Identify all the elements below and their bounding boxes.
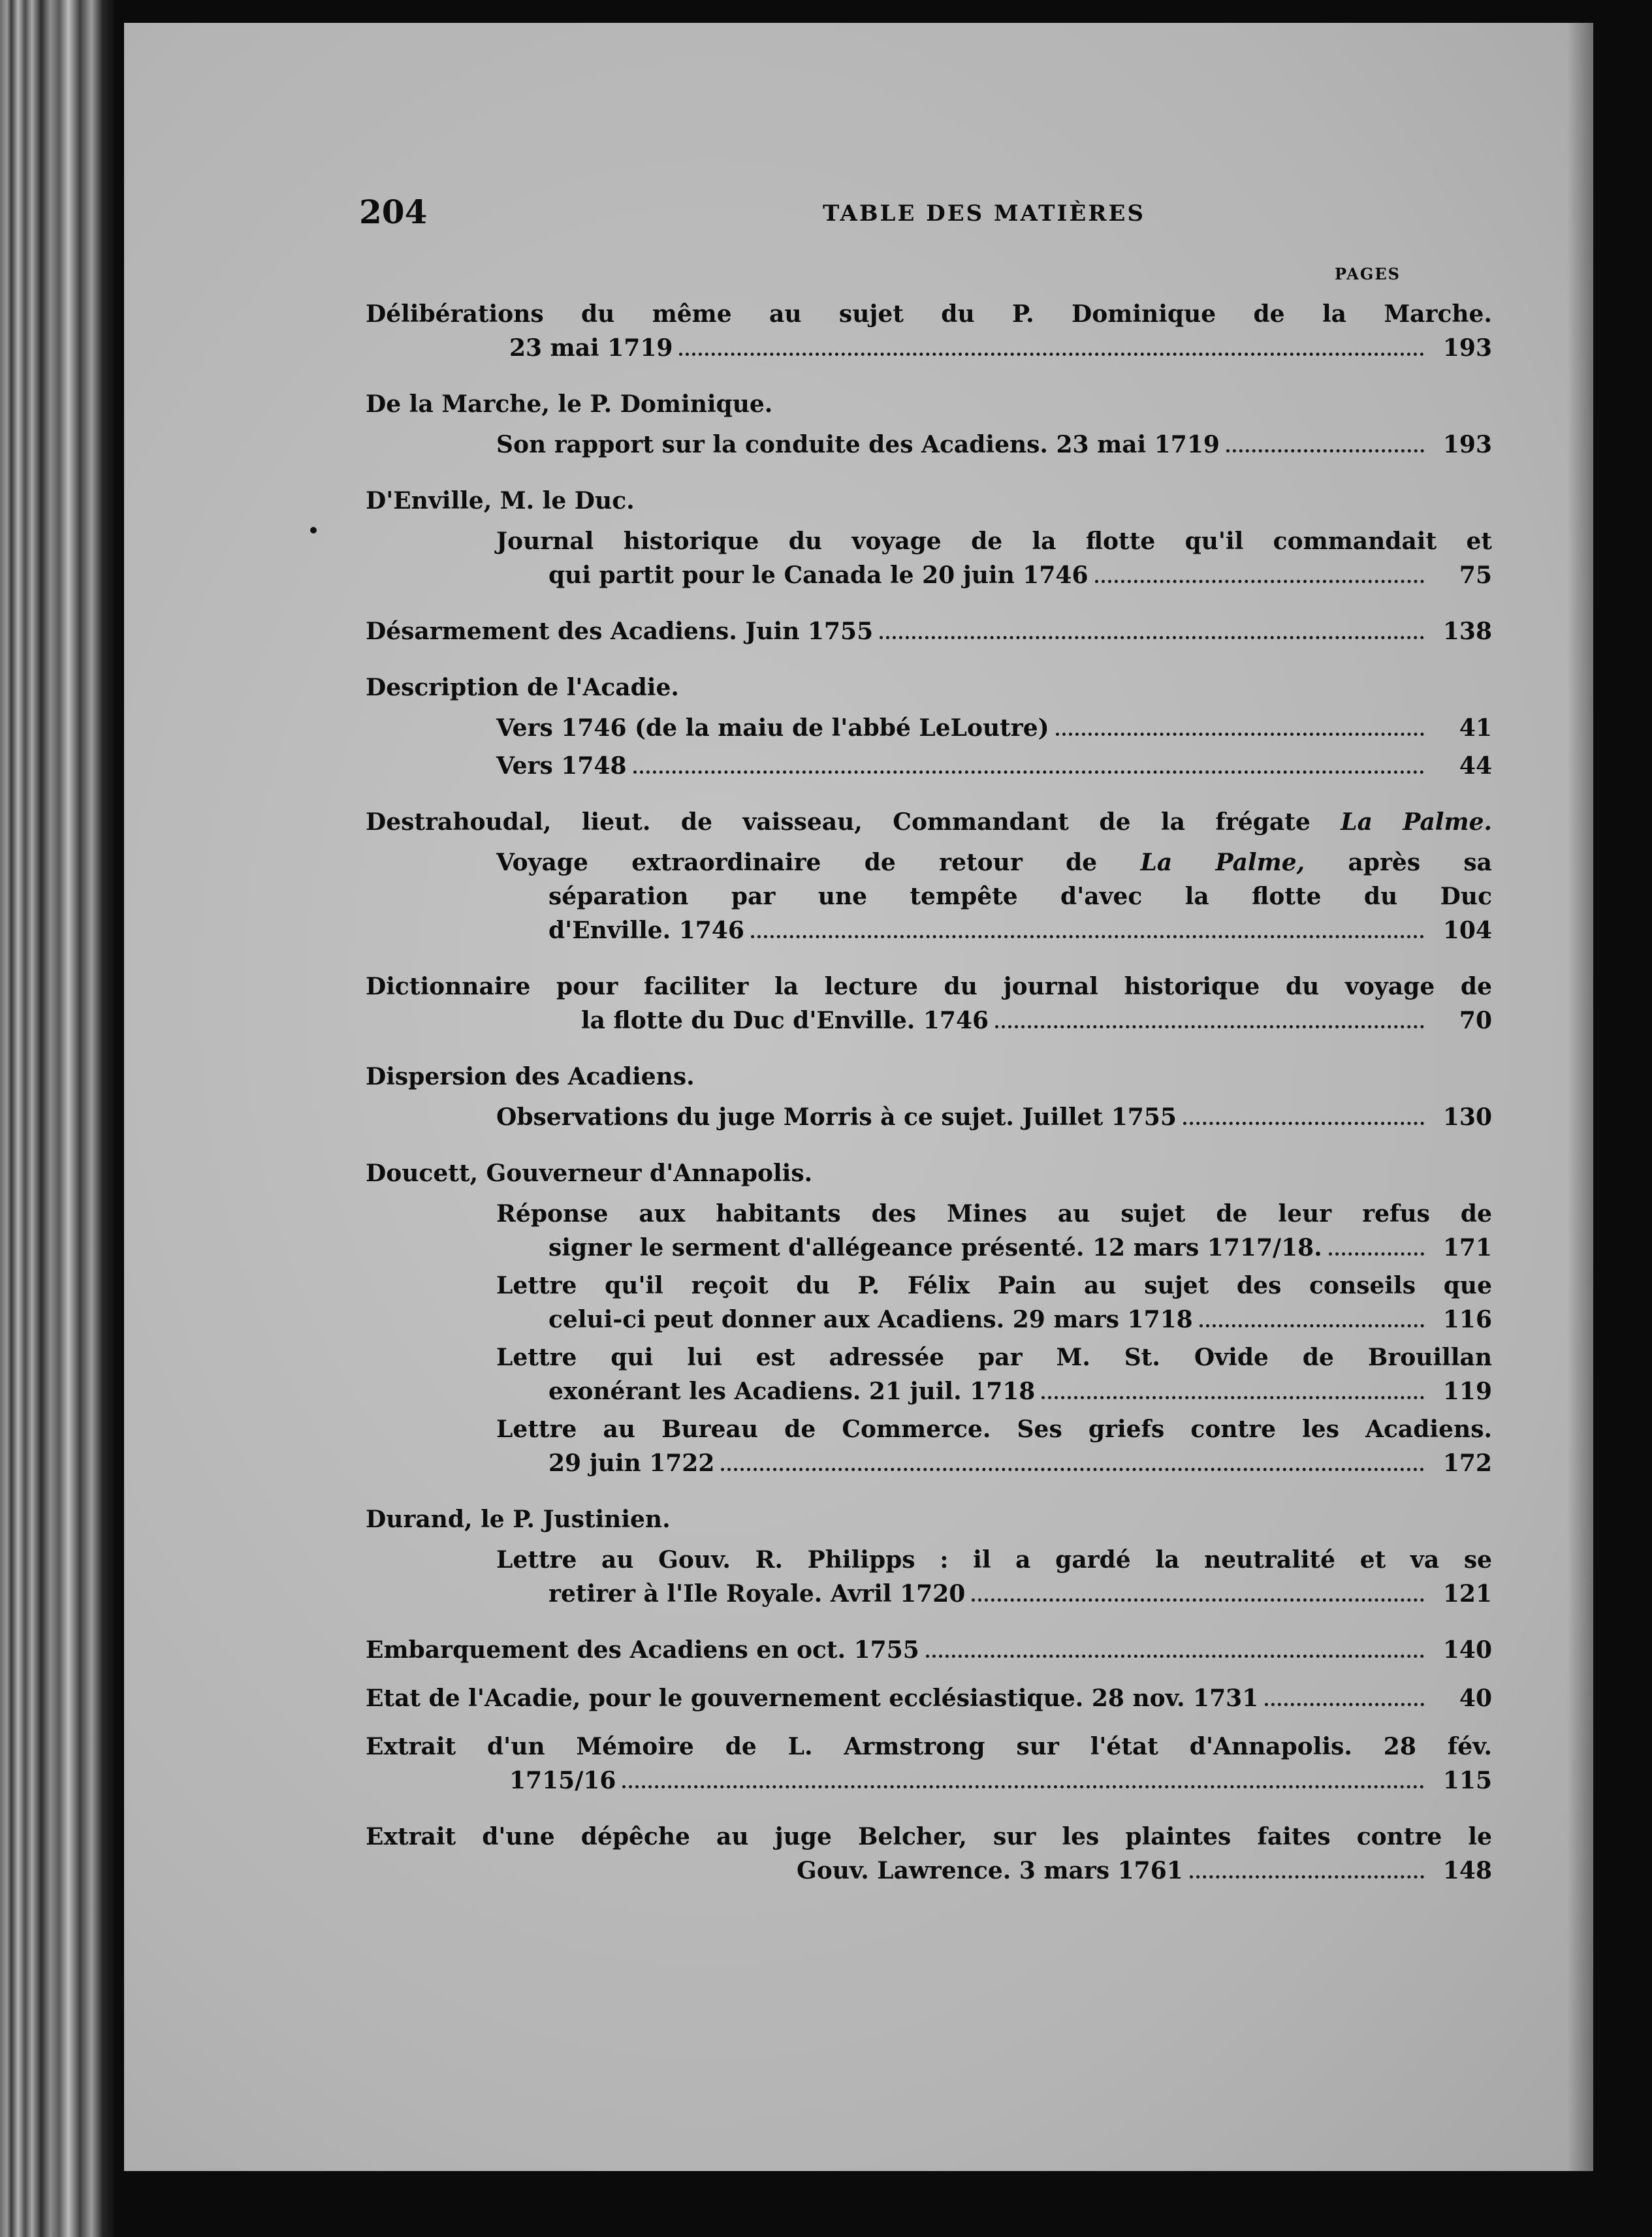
heading-text: Dispersion des Acadiens. xyxy=(366,1063,695,1090)
dot-leader xyxy=(1199,1324,1424,1327)
page-ref: 104 xyxy=(1442,917,1492,944)
toc-entry-destrahoudal xyxy=(366,805,1492,947)
dot-leader xyxy=(1056,733,1424,736)
entry-line-text: 23 mai 1719 xyxy=(509,334,673,362)
table-of-contents xyxy=(366,297,1492,1910)
entry-line-text: 1715/16 xyxy=(509,1767,616,1794)
sub-entry-line xyxy=(496,1374,1492,1408)
entry-leader-line xyxy=(366,614,1492,648)
page-edge-shadow xyxy=(1567,23,1593,2171)
toc-entry-dictionnaire xyxy=(366,970,1492,1038)
heading-text: De la Marche, le P. Dominique. xyxy=(366,390,773,418)
page-ref: 119 xyxy=(1442,1378,1492,1405)
toc-entry-extrait-memoire xyxy=(366,1730,1492,1798)
toc-entry-extrait-depeche xyxy=(366,1820,1492,1888)
page-ref: 40 xyxy=(1459,1685,1492,1712)
sub-entry-line xyxy=(496,913,1492,947)
sub-entry-line xyxy=(496,1303,1492,1337)
book-binding-edge xyxy=(0,0,114,2237)
entry-leader-line xyxy=(366,1854,1492,1888)
dot-leader xyxy=(622,1785,1424,1788)
entry-leader-line xyxy=(366,1633,1492,1667)
entry-line-text: Gouv. Lawrence. 3 mars 1761 xyxy=(797,1857,1183,1884)
entry-heading xyxy=(366,805,1492,839)
heading-text: D'Enville, M. le Duc. xyxy=(366,487,635,515)
entry-text: Extrait d'un Mémoire de L. Armstrong sur l'état d'Annapolis. 28 fév. xyxy=(366,1733,1492,1760)
heading-italic-text: La Palme. xyxy=(1341,808,1493,836)
sub-entry-text: Lettre au Gouv. R. Philipps : il a gardé la neutralité et va se xyxy=(496,1546,1492,1574)
sub-entries xyxy=(366,1197,1492,1480)
page-header xyxy=(359,193,1534,245)
page-ref: 171 xyxy=(1442,1234,1492,1261)
sub-entry-line xyxy=(496,428,1492,462)
page-number: 204 xyxy=(359,193,428,231)
sub-entries xyxy=(366,711,1492,783)
entry-line-text: celui-ci peut donner aux Acadiens. 29 mars 1718 xyxy=(548,1306,1193,1333)
toc-entry-embarquement xyxy=(366,1633,1492,1667)
entry-line-text: Désarmement des Acadiens. Juin 1755 xyxy=(366,618,874,645)
page-ref: 70 xyxy=(1459,1007,1492,1034)
page-ref: 121 xyxy=(1442,1580,1492,1608)
entry-heading xyxy=(366,484,1492,518)
sub-entry-text-2: séparation par une tempête d'avec la flotte du Duc xyxy=(548,883,1492,910)
dot-leader xyxy=(679,353,1424,356)
page-ref: 172 xyxy=(1442,1450,1492,1477)
dot-leader xyxy=(1095,580,1425,583)
dot-leader xyxy=(1265,1703,1424,1706)
sub-entries xyxy=(366,1100,1492,1134)
heading-text: Durand, le P. Justinien. xyxy=(366,1506,671,1533)
entry-leader-line xyxy=(366,1764,1492,1798)
sub-entry-text: Lettre qui lui est adressée par M. St. Ovide de Brouillan xyxy=(496,1344,1492,1371)
page-ref: 41 xyxy=(1459,714,1492,742)
entry-line-text: signer le serment d'allégeance présenté. 12 mars 1717/18. xyxy=(548,1234,1322,1261)
pages-column-label: PAGES xyxy=(1334,264,1401,283)
page-ref: 75 xyxy=(1459,562,1492,589)
sub-entry-line xyxy=(496,558,1492,592)
sub-entries xyxy=(366,846,1492,947)
entry-leader-line xyxy=(366,331,1492,365)
toc-entry-durand xyxy=(366,1502,1492,1611)
entry-line-text: qui partit pour le Canada le 20 juin 1746 xyxy=(548,562,1088,589)
entry-text: Extrait d'une dépêche au juge Belcher, sur les plaintes faites contre le xyxy=(366,1823,1492,1850)
sub-entry-text: Journal historique du voyage de la flotte qu'il commandait et xyxy=(496,528,1492,555)
entry-line-text: retirer à l'Ile Royale. Avril 1720 xyxy=(548,1580,966,1608)
entry-line-text: Vers 1746 (de la maiu de l'abbé LeLoutre) xyxy=(496,714,1049,742)
running-title: TABLE DES MATIÈRES xyxy=(823,200,1146,227)
entry-leader-line xyxy=(366,1681,1492,1715)
toc-entry-deliberations xyxy=(366,297,1492,365)
page-ref: 138 xyxy=(1442,618,1492,645)
entry-line-text: Etat de l'Acadie, pour le gouvernement ecclésiastique. 28 nov. 1731 xyxy=(366,1685,1259,1712)
sub-entries xyxy=(366,1543,1492,1611)
margin-mark-dot xyxy=(310,527,317,533)
entry-line-text: la flotte du Duc d'Enville. 1746 xyxy=(581,1007,989,1034)
sub-entries xyxy=(366,428,1492,462)
dot-leader xyxy=(880,636,1424,639)
entry-line-text: exonérant les Acadiens. 21 juil. 1718 xyxy=(548,1378,1036,1405)
dot-leader xyxy=(1329,1252,1424,1256)
page-ref: 148 xyxy=(1442,1857,1492,1884)
page-ref: 44 xyxy=(1459,752,1492,780)
entry-heading xyxy=(366,1502,1492,1536)
heading-text: Destrahoudal, lieut. de vaisseau, Commandant de la frégate xyxy=(366,808,1341,836)
dot-leader xyxy=(1041,1396,1424,1399)
page-ref: 140 xyxy=(1442,1636,1492,1664)
entry-heading xyxy=(366,387,1492,421)
sub-entry-line xyxy=(496,1577,1492,1611)
dot-leader xyxy=(1190,1875,1424,1879)
entry-line-text: 29 juin 1722 xyxy=(548,1450,715,1477)
dot-leader xyxy=(1226,449,1424,452)
entry-heading xyxy=(366,671,1492,705)
sub-entry-line xyxy=(496,1446,1492,1480)
dot-leader xyxy=(721,1468,1424,1471)
sub-entry-line xyxy=(496,711,1492,745)
page-ref: 116 xyxy=(1442,1306,1492,1333)
page-ref: 130 xyxy=(1442,1103,1492,1131)
toc-entry-de-la-marche xyxy=(366,387,1492,462)
toc-entry-denville xyxy=(366,484,1492,592)
entry-line-text: Observations du juge Morris à ce sujet. Juillet 1755 xyxy=(496,1103,1177,1131)
toc-entry-doucett xyxy=(366,1156,1492,1480)
page-ref: 193 xyxy=(1442,431,1492,458)
toc-entry-desarmement xyxy=(366,614,1492,648)
dot-leader xyxy=(972,1598,1424,1602)
sub-entry-line xyxy=(496,1100,1492,1134)
entry-line-text: Son rapport sur la conduite des Acadiens. 23 mai 1719 xyxy=(496,431,1220,458)
dot-leader xyxy=(1183,1122,1424,1125)
heading-text: Description de l'Acadie. xyxy=(366,674,679,701)
dot-leader xyxy=(751,935,1424,938)
sub-entry-text: Lettre au Bureau de Commerce. Ses griefs contre les Acadiens. xyxy=(496,1416,1492,1443)
entry-heading xyxy=(366,1060,1492,1094)
toc-entry-etat-acadie xyxy=(366,1681,1492,1715)
toc-entry-dispersion xyxy=(366,1060,1492,1134)
sub-entry-text: Lettre qu'il reçoit du P. Félix Pain au sujet des conseils que xyxy=(496,1272,1492,1299)
sub-entry-line xyxy=(496,749,1492,783)
sub-entry-text: Réponse aux habitants des Mines au sujet de leur refus de xyxy=(496,1200,1492,1228)
sub-entry-text: Voyage extraordinaire de retour de La Palme, après sa xyxy=(496,849,1492,876)
page-ref: 193 xyxy=(1442,334,1492,362)
entry-heading xyxy=(366,1156,1492,1190)
dot-leader xyxy=(995,1025,1424,1028)
entry-line-text: Embarquement des Acadiens en oct. 1755 xyxy=(366,1636,919,1664)
dot-leader xyxy=(926,1655,1424,1658)
entry-text: Dictionnaire pour faciliter la lecture du journal historique du voyage de xyxy=(366,973,1492,1000)
page-ref: 115 xyxy=(1442,1767,1492,1794)
entry-leader-line xyxy=(366,1004,1492,1038)
entry-line-text: Vers 1748 xyxy=(496,752,627,780)
entry-text: Délibérations du même au sujet du P. Dominique de la Marche. xyxy=(366,300,1492,328)
italic-ship-name: La Palme, xyxy=(1140,849,1305,876)
entry-line-text: d'Enville. 1746 xyxy=(548,917,744,944)
toc-entry-description xyxy=(366,671,1492,783)
book-page xyxy=(124,23,1593,2171)
sub-entries xyxy=(366,524,1492,592)
heading-text: Doucett, Gouverneur d'Annapolis. xyxy=(366,1160,813,1187)
sub-entry-line xyxy=(496,1231,1492,1265)
dot-leader xyxy=(633,770,1425,774)
